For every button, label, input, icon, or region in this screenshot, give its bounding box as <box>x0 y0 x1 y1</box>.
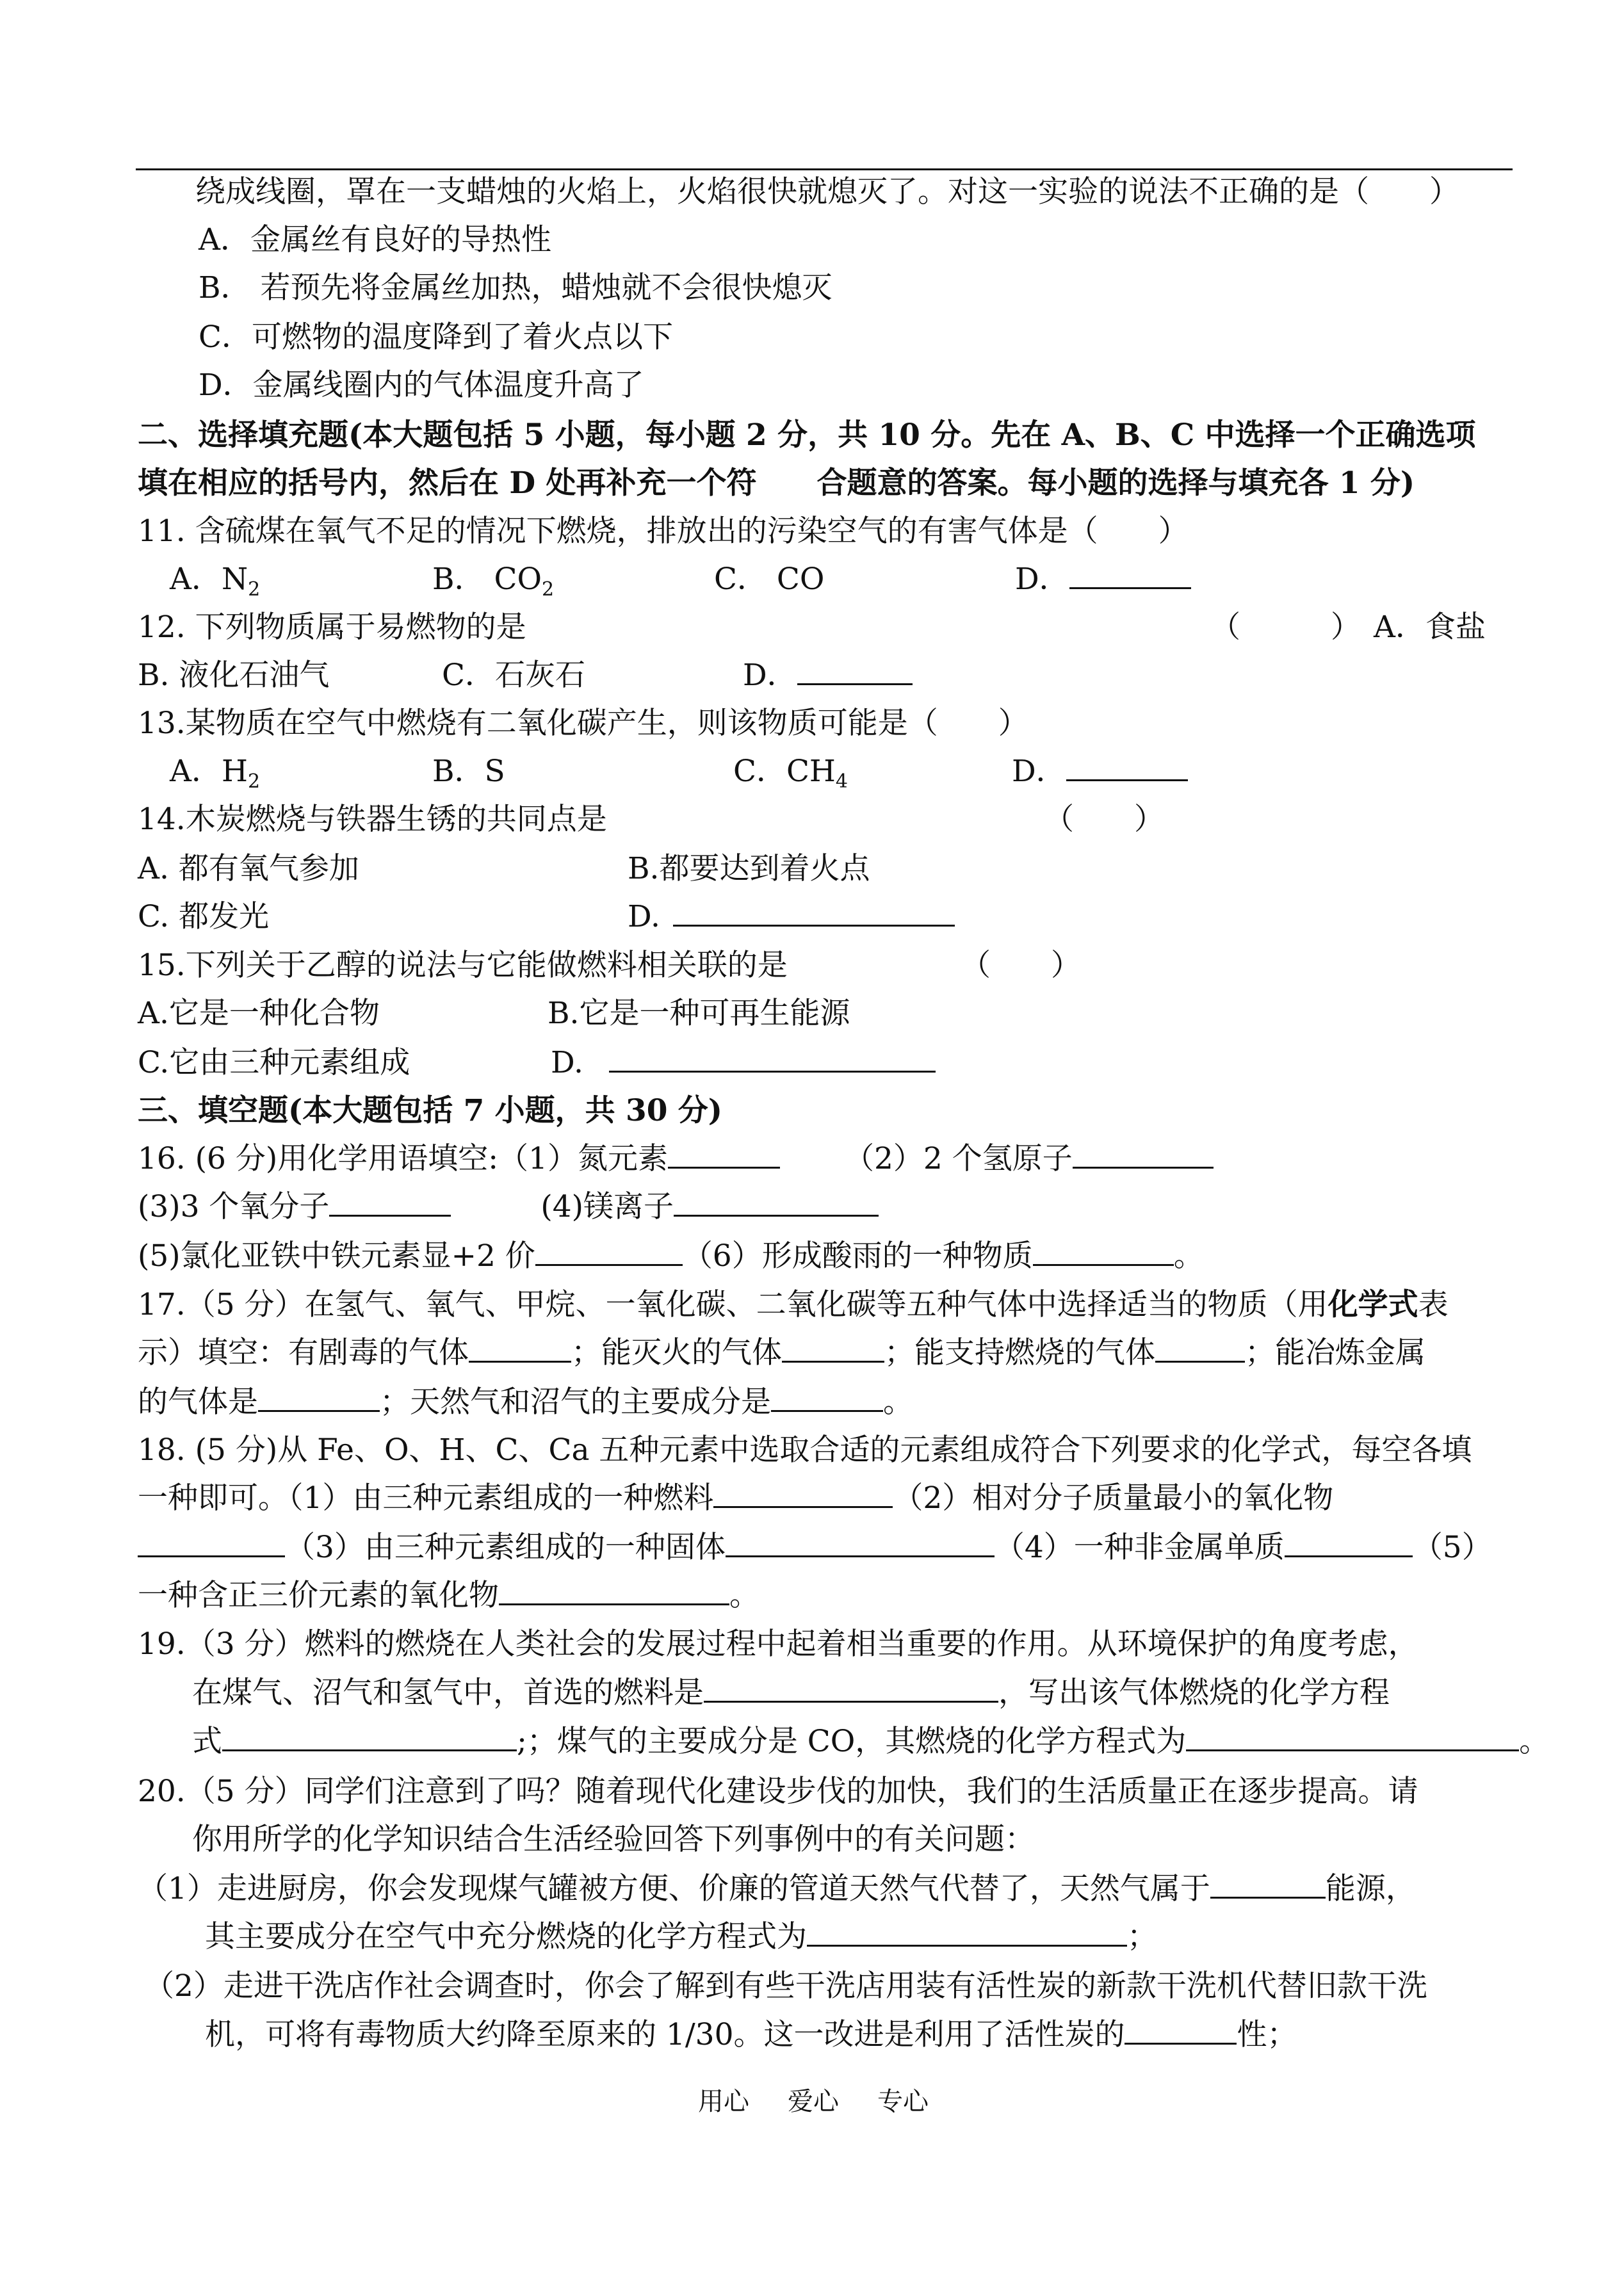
q14-answer-paren: （ ） <box>1044 802 1164 837</box>
q18-line2: 一种即可。（1）由三种元素组成的一种燃料 （2）相对分子质量最小的氧化物 <box>138 1480 1334 1516</box>
q12-stem: 12. 下列物质属于易燃物的是 <box>138 610 526 645</box>
q12-answer-paren: （ ） <box>1210 610 1361 645</box>
q17-line1: 17.（5 分）在氢气、氧气、甲烷、一氧化碳、二氧化碳等五种气体中选择适当的物质（用化学式表 <box>138 1287 1449 1322</box>
answer-blank <box>469 1334 571 1363</box>
answer-blank <box>1285 1529 1413 1557</box>
q14-stem: 14.木炭燃烧与铁器生锈的共同点是 <box>138 802 607 837</box>
q17-line2: 示）填空：有剧毒的气体 ；能灭火的气体 ；能支持燃烧的气体 ；能冶炼金属 <box>138 1335 1425 1370</box>
answer-blank <box>782 1334 884 1363</box>
q10-option-c: C．可燃物的温度降到了着火点以下 <box>199 320 673 355</box>
q15-stem: 15.下列关于乙醇的说法与它能做燃料相关联的是 <box>138 948 788 983</box>
answer-blank <box>609 1045 936 1073</box>
q14-option-b: B.都要达到着火点 <box>628 851 870 886</box>
q15-option-a: A.它是一种化合物 <box>138 996 380 1031</box>
q10-option-d: D．金属线圈内的气体温度升高了 <box>199 368 644 403</box>
answer-blank <box>138 1529 285 1557</box>
q12-option-d: D． <box>743 656 913 695</box>
q13-option-a: A．$H_2$ <box>170 754 261 793</box>
q19-line1: 19.（3 分）燃料的燃烧在人类社会的发展过程中起着相当重要的作用。从环境保护的角度考虑， <box>138 1626 1418 1662</box>
q20-sub1-line2: 其主要成分在空气中充分燃烧的化学方程式为 ； <box>205 1919 1157 1954</box>
q18-line1: 18. (5 分)从 Fe、O、H、C、Ca 五种元素中选取合适的元素组成符合下列要求的化学式，每空各填 <box>138 1432 1472 1468</box>
q11-option-b: B． $CO_2$ <box>432 562 555 601</box>
q12-option-b: B. 液化石油气 <box>138 658 330 693</box>
q19-line2: 在煤气、沼气和氢气中，首选的燃料是 ，写出该气体燃烧的化学方程 <box>192 1675 1390 1710</box>
answer-blank <box>258 1383 380 1412</box>
q18-line4: 一种含正三价元素的氧化物 。 <box>138 1578 759 1613</box>
q15-answer-paren: （ ） <box>961 948 1081 983</box>
answer-blank <box>222 1723 517 1751</box>
answer-blank <box>1066 754 1188 781</box>
footer-word: 专心 <box>877 2087 929 2116</box>
q11-option-d: D． <box>1015 560 1191 599</box>
q13-stem: 13.某物质在空气中燃烧有二氧化碳产生，则该物质可能是（ ） <box>138 706 1028 741</box>
answer-blank <box>673 899 955 927</box>
q15-option-d: D. <box>551 1044 936 1082</box>
q14-option-c: C. 都发光 <box>138 899 270 934</box>
answer-blank <box>1186 1723 1519 1751</box>
answer-blank <box>329 1188 451 1217</box>
q12-option-a: A．食盐 <box>1374 610 1486 645</box>
q20-line2: 你用所学的化学知识结合生活经验回答下列事例中的有关问题： <box>192 1822 1035 1857</box>
q14-option-d: D. <box>628 898 955 936</box>
q16-line3: (5)氯化亚铁中铁元素显+2 价 （6）形成酸雨的一种物质 。 <box>138 1238 1204 1274</box>
answer-blank <box>1155 1334 1245 1363</box>
q17-line3: 的气体是 ；天然气和沼气的主要成分是 。 <box>138 1384 913 1420</box>
answer-blank <box>704 1674 998 1703</box>
q10-option-b: B． 若预先将金属丝加热，蜡烛就不会很快熄灭 <box>199 270 832 305</box>
q13-option-d: D． <box>1012 752 1188 791</box>
q14-option-a: A. 都有氧气参加 <box>138 851 359 886</box>
q16-line2: (3)3 个氧分子 (4)镁离子 <box>138 1188 879 1226</box>
answer-blank <box>668 1140 780 1169</box>
answer-blank <box>1033 1237 1174 1266</box>
q13-option-c: C．$CH_4$ <box>733 754 849 793</box>
answer-blank <box>1210 1870 1326 1899</box>
section2-heading-line2: 填在相应的括号内，然后在 D 处再补充一个符 合题意的答案。每小题的选择与填充各 1 分) <box>138 466 1415 501</box>
answer-blank <box>726 1529 995 1557</box>
footer-word: 用心 <box>698 2087 749 2116</box>
q15-option-b: B.它是一种可再生能源 <box>548 996 850 1031</box>
q20-sub2-line2: 机，可将有毒物质大约降至原来的 1/30。这一改进是利用了活性炭的 性； <box>205 2017 1297 2052</box>
answer-blank <box>674 1188 879 1217</box>
answer-blank <box>807 1918 1127 1947</box>
q20-line1: 20.（5 分）同学们注意到了吗？随着现代化建设步伐的加快，我们的生活质量正在逐步提高。请 <box>138 1774 1418 1809</box>
answer-blank <box>797 658 913 685</box>
answer-blank <box>771 1383 883 1412</box>
q11-stem: 11. 含硫煤在氧气不足的情况下燃烧，排放出的污染空气的有害气体是（ ） <box>138 514 1189 549</box>
answer-blank <box>1073 1140 1214 1169</box>
q10-option-a: A．金属丝有良好的导热性 <box>199 222 551 257</box>
q18-line3: （3）由三种元素组成的一种固体 （4）一种非金属单质 （5） <box>138 1529 1492 1567</box>
q10-continuation: 绕成线圈，罩在一支蜡烛的火焰上，火焰很快就熄灭了。对这一实验的说法不正确的是（ ） <box>195 174 1459 209</box>
q20-sub2-line1: （2）走进干洗店作社会调查时，你会了解到有些干洗店用装有活性炭的新款干洗机代替旧款干洗 <box>144 1968 1427 2004</box>
footer-word: 爱心 <box>788 2087 839 2116</box>
section3-heading: 三、填空题(本大题包括 7 小题，共 30 分) <box>138 1093 723 1128</box>
q16-line1: 16. (6 分)用化学用语填空:（1）氮元素 （2）2 个氢原子 <box>138 1140 1214 1178</box>
q11-option-c: C． CO <box>714 562 825 597</box>
header-rule <box>136 168 1513 170</box>
answer-blank <box>713 1479 893 1508</box>
answer-blank <box>499 1577 729 1605</box>
answer-blank <box>1069 562 1191 589</box>
q11-option-a: A．$N_2$ <box>170 562 261 601</box>
page-footer <box>698 2081 967 2118</box>
section2-heading-line1: 二、选择填充题(本大题包括 5 小题，每小题 2 分，共 10 分。先在 A、B、C 中选择一个正确选项 <box>138 418 1476 453</box>
answer-blank <box>1125 2016 1237 2045</box>
q13-option-b: B．S <box>432 754 505 789</box>
answer-blank <box>535 1237 683 1266</box>
q12-option-c: C．石灰石 <box>442 658 585 693</box>
q19-line3: 式 ;；煤气的主要成分是 CO，其燃烧的化学方程式为 。 <box>192 1724 1550 1759</box>
q15-option-c: C.它由三种元素组成 <box>138 1045 410 1080</box>
q20-sub1-line1: （1）走进厨房，你会发现煤气罐被方便、价廉的管道天然气代替了，天然气属于 能源， <box>138 1871 1416 1906</box>
